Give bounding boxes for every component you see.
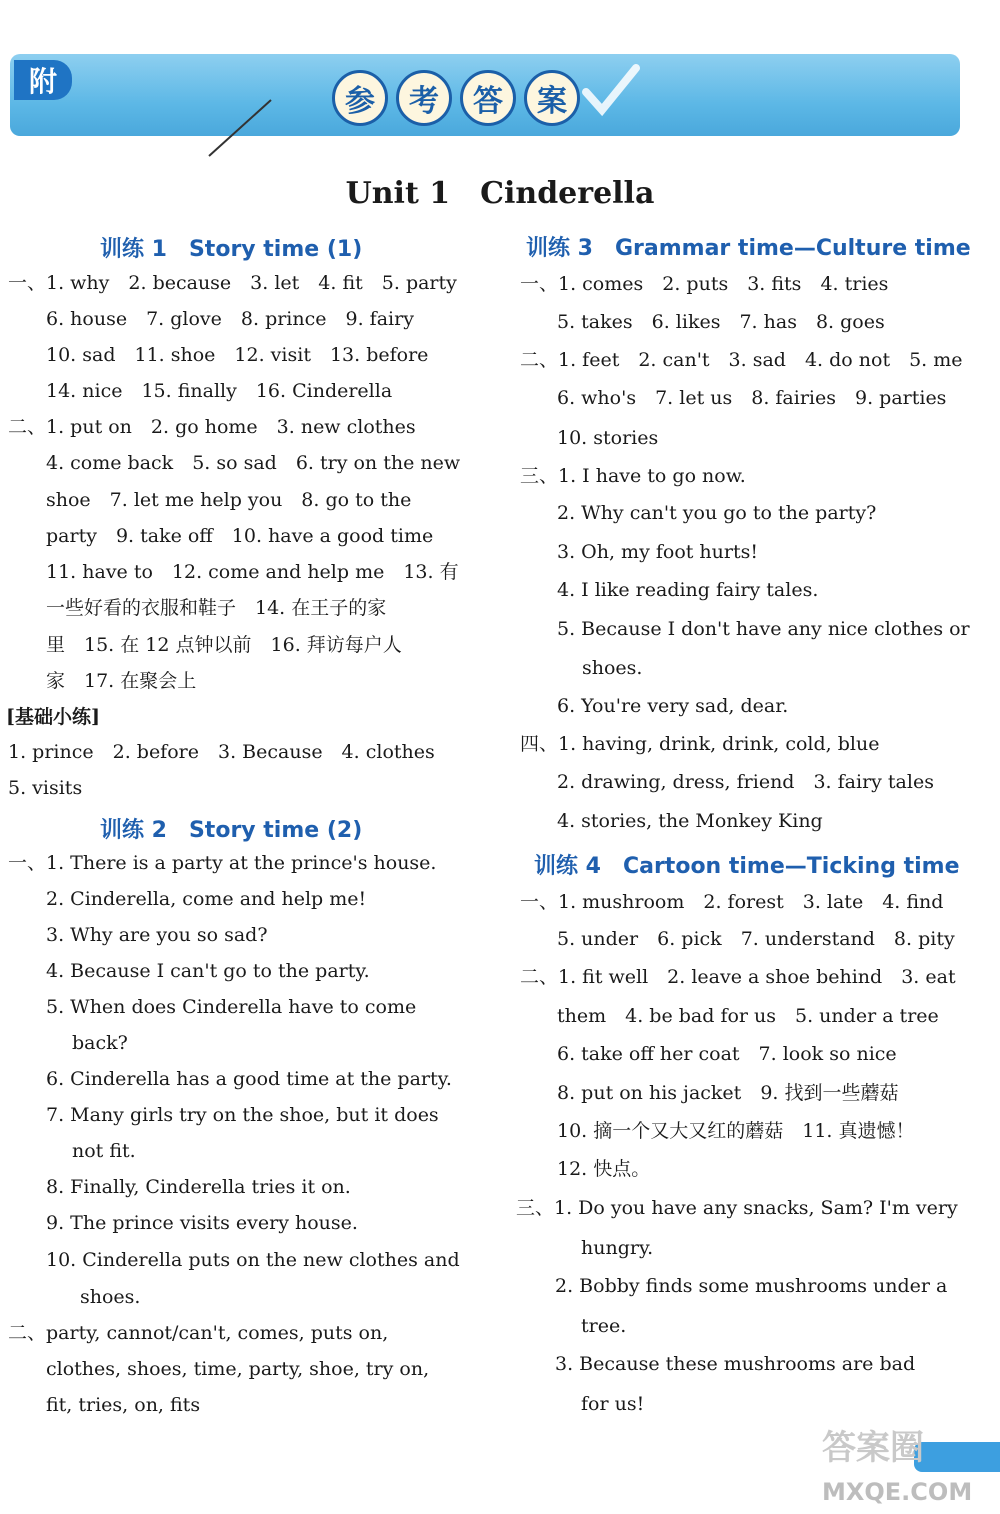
answer-line: 2. Bobby finds some mushrooms under a	[555, 1275, 948, 1297]
pen-stroke-icon	[205, 96, 275, 160]
answer-line: 10. stories	[557, 427, 659, 449]
answer-line: not fit.	[72, 1140, 136, 1162]
watermark-logo: 答案圈	[822, 1428, 924, 1468]
answer-line: 9. The prince visits every house.	[46, 1212, 358, 1234]
answer-line: 3. Oh, my foot hurts!	[557, 541, 759, 563]
answer-line: shoes.	[582, 657, 643, 679]
answer-line: 6. Cinderella has a good time at the party.	[46, 1068, 452, 1090]
answer-line: 1. prince 2. before 3. Because 4. clothes	[8, 741, 435, 763]
answer-line: 5. Because I don't have any nice clothes or	[557, 618, 970, 640]
title-char: 参	[332, 70, 388, 126]
answer-line: 4. stories, the Monkey King	[557, 810, 823, 832]
answer-line: 6. who's 7. let us 8. fairies 9. parties	[557, 387, 947, 409]
answer-line: 三、1. Do you have any snacks, Sam? I'm very	[516, 1197, 958, 1219]
answer-line: 7. Many girls try on the shoe, but it does	[46, 1104, 439, 1126]
answer-line: 二、1. fit well 2. leave a shoe behind 3. eat	[520, 966, 956, 988]
answer-line: 4. come back 5. so sad 6. try on the new	[46, 452, 461, 474]
title-char: 答	[460, 70, 516, 126]
answer-line: 5. under 6. pick 7. understand 8. pity	[557, 928, 955, 950]
answer-line: 5. takes 6. likes 7. has 8. goes	[557, 311, 885, 333]
section-title-4: 训练 4 Cartoon time—Ticking time	[534, 854, 960, 879]
answer-line: back?	[72, 1032, 128, 1054]
answer-line: fit, tries, on, fits	[46, 1394, 201, 1416]
watermark-url: MXQE.COM	[822, 1478, 973, 1506]
answer-line: 8. Finally, Cinderella tries it on.	[46, 1176, 351, 1198]
answer-line: 一、1. why 2. because 3. let 4. fit 5. party	[8, 272, 457, 294]
answer-line: 2. drawing, dress, friend 3. fairy tales	[557, 771, 934, 793]
page-corner-tab	[914, 1442, 1000, 1472]
answer-line: 10. sad 11. shoe 12. visit 13. before	[46, 344, 429, 366]
answer-line: 6. take off her coat 7. look so nice	[557, 1043, 897, 1065]
answer-line: clothes, shoes, time, party, shoe, try on,	[46, 1358, 430, 1380]
answer-line: 3. Why are you so sad?	[46, 924, 268, 946]
answer-line: 四、1. having, drink, drink, cold, blue	[520, 733, 880, 755]
answer-line: 11. have to 12. come and help me 13. 有	[46, 561, 459, 583]
title-char: 案	[524, 70, 580, 126]
answer-line: 4. Because I can't go to the party.	[46, 960, 370, 982]
answer-line: party 9. take off 10. have a good time	[46, 525, 434, 547]
title-char: 考	[396, 70, 452, 126]
answer-line: 5. visits	[8, 777, 83, 799]
answer-line: 三、1. I have to go now.	[520, 465, 746, 487]
practice-label: [基础小练]	[6, 706, 100, 728]
answer-line: 10. Cinderella puts on the new clothes and	[46, 1249, 460, 1271]
answer-line: 2. Why can't you go to the party?	[557, 502, 877, 524]
answer-line: 一些好看的衣服和鞋子 14. 在王子的家	[46, 597, 387, 619]
appendix-tag: 附	[14, 60, 72, 100]
answer-line: shoe 7. let me help you 8. go to the	[46, 489, 412, 511]
answer-line: 10. 摘一个又大又红的蘑菇 11. 真遗憾！	[557, 1120, 915, 1142]
answer-line: 12. 快点。	[557, 1158, 651, 1180]
answer-line: shoes.	[80, 1286, 141, 1308]
answer-line: 2. Cinderella, come and help me!	[46, 888, 367, 910]
answer-line: 二、party, cannot/can't, comes, puts on,	[8, 1322, 389, 1344]
banner-title	[332, 70, 580, 126]
answer-line: 一、1. There is a party at the prince's house.	[8, 852, 437, 874]
section-title-1: 训练 1 Story time (1)	[100, 237, 363, 262]
answer-line: 14. nice 15. finally 16. Cinderella	[46, 380, 393, 402]
answer-line: 4. I like reading fairy tales.	[557, 579, 819, 601]
answer-line: 一、1. mushroom 2. forest 3. late 4. find	[520, 891, 944, 913]
answer-line: hungry.	[581, 1237, 654, 1259]
answer-line: 二、1. put on 2. go home 3. new clothes	[8, 416, 416, 438]
answer-line: 6. You're very sad, dear.	[557, 695, 789, 717]
checkmark-icon	[580, 62, 640, 122]
answer-line: 3. Because these mushrooms are bad	[555, 1353, 916, 1375]
section-title-2: 训练 2 Story time (2)	[100, 818, 363, 843]
answer-line: for us!	[581, 1393, 645, 1415]
answer-line: 里 15. 在 12 点钟以前 16. 拜访每户人	[46, 634, 402, 656]
answer-line: them 4. be bad for us 5. under a tree	[557, 1005, 939, 1027]
unit-title: Unit 1 Cinderella	[345, 176, 655, 211]
answer-line: 8. put on his jacket 9. 找到一些蘑菇	[557, 1082, 899, 1104]
answer-line: 家 17. 在聚会上	[46, 670, 197, 692]
answer-line: 6. house 7. glove 8. prince 9. fairy	[46, 308, 414, 330]
section-title-3: 训练 3 Grammar time—Culture time	[526, 236, 971, 261]
answer-line: 5. When does Cinderella have to come	[46, 996, 417, 1018]
answer-line: 二、1. feet 2. can't 3. sad 4. do not 5. me	[520, 349, 963, 371]
answer-line: tree.	[581, 1315, 627, 1337]
answer-line: 一、1. comes 2. puts 3. fits 4. tries	[520, 273, 889, 295]
